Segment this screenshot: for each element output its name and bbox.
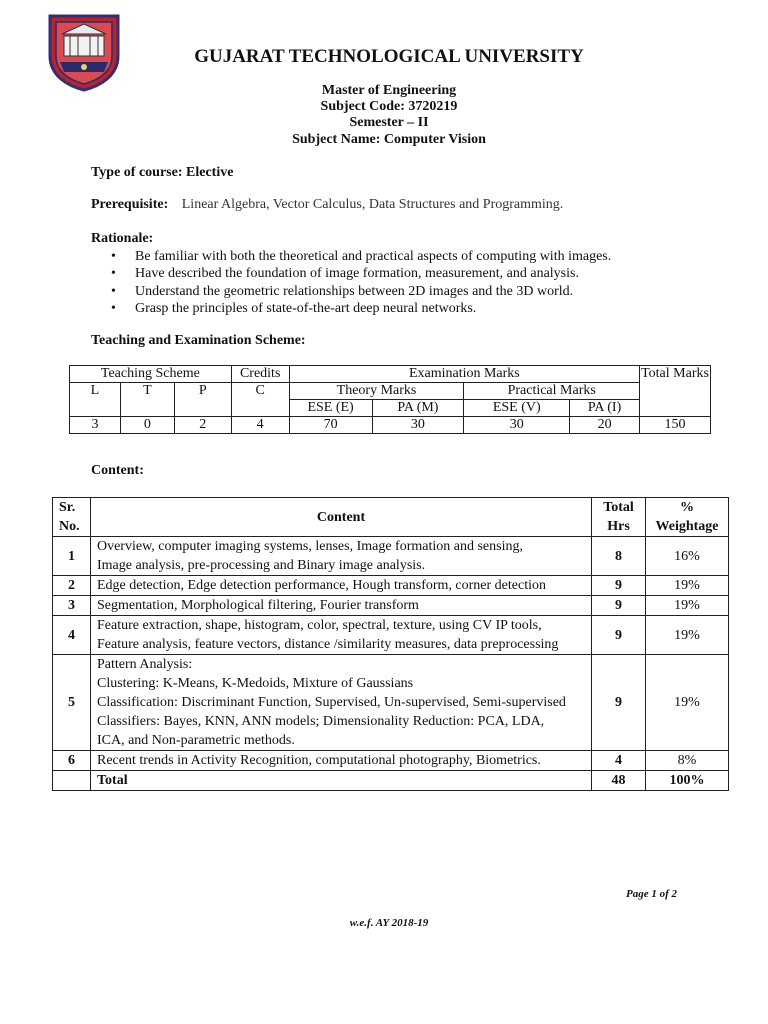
semester: Semester – II xyxy=(349,115,429,130)
total-label: Total xyxy=(90,771,591,791)
total-marks-value: 150 xyxy=(640,417,711,434)
total-weight: 100% xyxy=(646,771,729,791)
row-sr: 5 xyxy=(53,655,91,751)
row-weight: 19% xyxy=(646,576,729,596)
row-weight: 8% xyxy=(646,751,729,771)
content-line: Feature analysis, feature vectors, distance /similarity measures, data preprocessing xyxy=(96,637,559,652)
subject-code: Subject Code: 3720219 xyxy=(320,99,458,114)
row-weight: 19% xyxy=(646,655,729,751)
row-sr: 6 xyxy=(53,751,91,771)
pa-m-header: PA (M) xyxy=(372,400,464,417)
content-line: ICA, and Non-parametric methods. xyxy=(96,733,295,748)
ese-v-value: 30 xyxy=(464,417,570,434)
pa-i-header: PA (I) xyxy=(570,400,640,417)
table-row xyxy=(53,596,729,616)
content-line: Classifiers: Bayes, KNN, ANN models; Dimensionality Reduction: PCA, LDA, xyxy=(96,714,545,729)
l-value: 3 xyxy=(70,417,121,434)
page-current: 1 xyxy=(651,888,657,900)
c-value: 4 xyxy=(231,417,289,434)
rationale-list xyxy=(91,248,611,317)
p-header: P xyxy=(174,383,231,417)
row-weight: 19% xyxy=(646,616,729,655)
content-heading: Content: xyxy=(91,463,144,478)
total-marks-header: Total Marks xyxy=(640,366,711,417)
rationale-item: • Have described the foundation of image formation, measurement, and analysis. xyxy=(135,265,611,282)
row-hrs: 8 xyxy=(592,537,646,576)
total-hrs-header: Total Hrs xyxy=(592,498,646,537)
row-sr: 1 xyxy=(53,537,91,576)
content-line: Pattern Analysis: xyxy=(96,657,193,672)
table-row xyxy=(53,655,729,751)
t-value: 0 xyxy=(120,417,174,434)
content-line: Edge detection, Edge detection performance, Hough transform, corner detection xyxy=(96,578,546,593)
weightage-header: % Weightage xyxy=(646,498,729,537)
page-number xyxy=(626,888,677,900)
table-row xyxy=(53,537,729,576)
subject-name: Subject Name: Computer Vision xyxy=(292,132,486,147)
ese-e-value: 70 xyxy=(289,417,372,434)
prerequisite xyxy=(91,197,563,213)
row-weight: 19% xyxy=(646,596,729,616)
content-line: Overview, computer imaging systems, lenses, Image formation and sensing, xyxy=(96,539,523,554)
page-of: of xyxy=(659,888,669,900)
row-sr: 3 xyxy=(53,596,91,616)
teaching-scheme-header: Teaching Scheme xyxy=(70,366,232,383)
total-blank xyxy=(53,771,91,791)
theory-marks-header: Theory Marks xyxy=(289,383,464,400)
row-hrs: 9 xyxy=(592,655,646,751)
rationale-item: • Be familiar with both the theoretical and practical aspects of computing with images. xyxy=(135,248,611,265)
row-hrs: 9 xyxy=(592,576,646,596)
row-hrs: 9 xyxy=(592,616,646,655)
l-header: L xyxy=(70,383,121,417)
row-content xyxy=(90,596,591,616)
table-row xyxy=(53,576,729,596)
exam-marks-header: Examination Marks xyxy=(289,366,639,383)
content-line: Recent trends in Activity Recognition, computational photography, Biometrics. xyxy=(96,753,541,768)
total-hrs: 48 xyxy=(592,771,646,791)
row-sr: 4 xyxy=(53,616,91,655)
practical-marks-header: Practical Marks xyxy=(464,383,640,400)
page-prefix: Page xyxy=(626,888,649,900)
program-title: Master of Engineering xyxy=(321,83,457,98)
content-table xyxy=(52,497,729,791)
row-weight: 16% xyxy=(646,537,729,576)
total-row xyxy=(53,771,729,791)
effective-from: w.e.f. AY 2018-19 xyxy=(349,917,429,929)
content-line: Image analysis, pre-processing and Binary image analysis. xyxy=(96,558,426,573)
university-name: GUJARAT TECHNOLOGICAL UNIVERSITY xyxy=(194,46,584,67)
row-content xyxy=(90,576,591,596)
rationale-item: • Understand the geometric relationships between 2D images and the 3D world. xyxy=(135,283,611,300)
content-line: Classification: Discriminant Function, Supervised, Un-supervised, Semi-supervised xyxy=(96,695,566,710)
row-hrs: 4 xyxy=(592,751,646,771)
content-line: Feature extraction, shape, histogram, color, spectral, texture, using CV IP tools, xyxy=(96,618,542,633)
row-content xyxy=(90,537,591,576)
row-content xyxy=(90,751,591,771)
content-line: Clustering: K-Means, K-Medoids, Mixture of Gaussians xyxy=(96,676,414,691)
pa-i-value: 20 xyxy=(570,417,640,434)
page-total: 2 xyxy=(671,888,678,900)
prerequisite-value: Linear Algebra, Vector Calculus, Data Structures and Programming. xyxy=(181,197,564,212)
ese-e-header: ESE (E) xyxy=(289,400,372,417)
course-type: Type of course: Elective xyxy=(91,165,234,180)
content-header: Content xyxy=(90,498,591,537)
t-header: T xyxy=(120,383,174,417)
table-row xyxy=(53,751,729,771)
teaching-scheme-table xyxy=(69,365,711,434)
ese-v-header: ESE (V) xyxy=(464,400,570,417)
p-value: 2 xyxy=(174,417,231,434)
pa-m-value: 30 xyxy=(372,417,464,434)
scheme-heading: Teaching and Examination Scheme: xyxy=(91,333,306,348)
rationale-heading: Rationale: xyxy=(91,231,154,246)
credits-header: Credits xyxy=(231,366,289,383)
sr-no-header: Sr. No. xyxy=(53,498,91,537)
row-hrs: 9 xyxy=(592,596,646,616)
row-content xyxy=(90,616,591,655)
table-row xyxy=(53,616,729,655)
row-sr: 2 xyxy=(53,576,91,596)
c-header: C xyxy=(231,383,289,417)
row-content xyxy=(90,655,591,751)
content-line: Segmentation, Morphological filtering, Fourier transform xyxy=(96,598,419,613)
prerequisite-label: Prerequisite: xyxy=(91,197,169,212)
rationale-item: • Grasp the principles of state-of-the-art deep neural networks. xyxy=(135,300,611,317)
